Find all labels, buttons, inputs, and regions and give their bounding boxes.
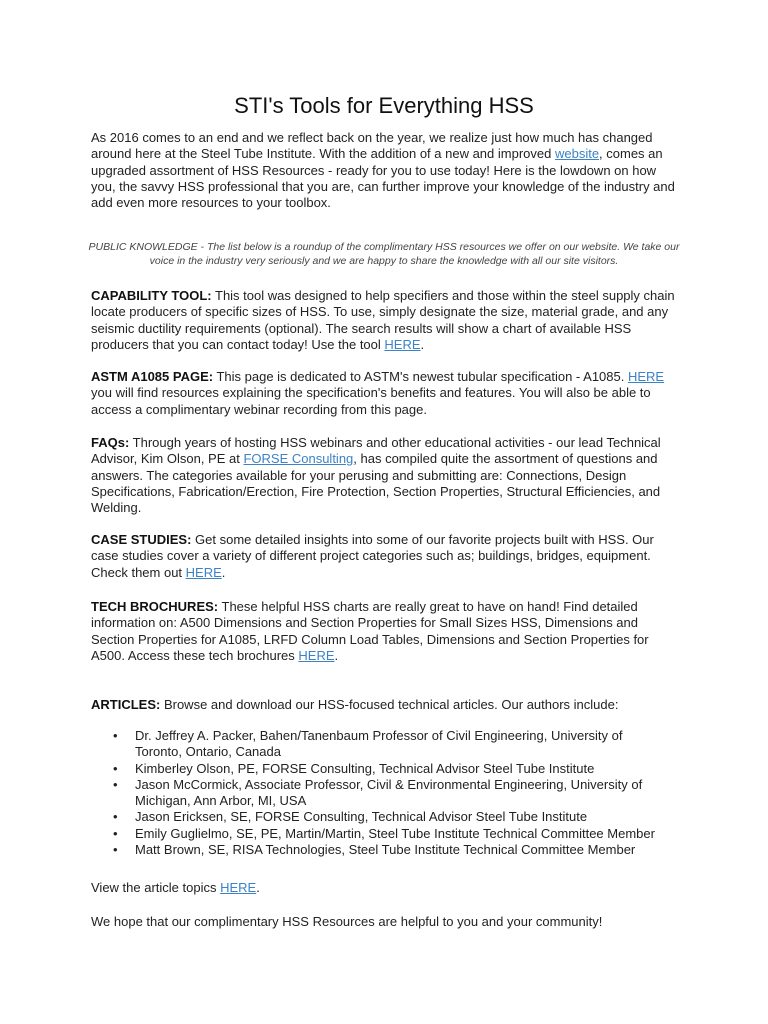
author-text: Emily Guglielmo, SE, PE, Martin/Martin, Steel Tube Institute Technical Committee Member [135, 825, 655, 841]
article-topics-link[interactable]: HERE [220, 880, 257, 895]
bullet-icon: • [113, 760, 118, 776]
list-item [110, 826, 670, 842]
faqs-paragraph [91, 435, 681, 516]
list-item [110, 809, 670, 825]
intro-text-after: , comes an upgraded assortment of HSS Resources - ready for you to use today! Here is the lowdown on how you, the savvy HSS professional that you are, can further improve your knowledge of the industry and add even more resources to your toolbox. [91, 146, 675, 211]
article-topics-end: . [256, 880, 260, 895]
authors-list [110, 728, 670, 858]
astm-a1085-text: This page is dedicated to ASTM's newest tubular specification - A1085. [213, 369, 628, 384]
bullet-icon: • [113, 809, 118, 825]
articles-paragraph [91, 697, 681, 713]
tech-brochures-end: . [334, 647, 339, 663]
article-topics-text: View the article topics [91, 880, 221, 895]
bullet-icon: • [113, 842, 118, 858]
list-item [110, 842, 670, 858]
tech-brochures-link[interactable]: HERE [298, 647, 335, 663]
author-text: Jason McCormick, Associate Professor, Civil & Environmental Engineering, University of Michigan, Ann Arbor, MI, USA [135, 776, 643, 809]
case-studies-end: . [221, 564, 226, 580]
astm-a1085-text-after: you will find resources explaining the specification's benefits and features. You will also be able to access a complimentary webinar recording from this page. [91, 385, 651, 417]
article-topics-paragraph [91, 880, 681, 896]
astm-a1085-link[interactable]: HERE [627, 369, 665, 384]
faqs-text-after: , has compiled quite the assortment of questions and answers. The categories available for your perusing and submitting are: Connections, Design Specifications, Fabrication/Erection, Fire Protection, Section Properties, Structural Efficiencies, and Welding. [91, 451, 661, 516]
articles-heading: ARTICLES: [91, 697, 161, 712]
forse-consulting-link[interactable]: FORSE Consulting [243, 451, 354, 467]
capability-tool-paragraph [91, 288, 681, 353]
list-item [110, 777, 670, 810]
intro-paragraph [91, 130, 681, 211]
website-link[interactable]: website [554, 146, 600, 162]
faqs-heading: FAQs: [91, 435, 130, 450]
author-text: Jason Ericksen, SE, FORSE Consulting, Technical Advisor Steel Tube Institute [135, 809, 588, 825]
tech-brochures-text: These helpful HSS charts are really great to have on hand! Find detailed information on: A500 Dimensions and Section Properties for Small Sizes HSS, Dimensions and Section Properties for A1085, LRFD Column Load Tables, Dimensions and Section Properties for A500. Access these tech brochures [91, 599, 649, 663]
page-title: STI's Tools for Everything HSS [234, 93, 534, 118]
author-text: Kimberley Olson, PE, FORSE Consulting, Technical Advisor Steel Tube Institute [135, 760, 595, 776]
capability-tool-text: This tool was designed to help specifiers and those within the steel supply chain locate producers of specific sizes of HSS. To use, simply designate the size, material grade, and any seismic ductility requirements (optional). The search results will show a chart of available HSS producers that you can contact today! Use the tool [91, 288, 675, 352]
author-text: Dr. Jeffrey A. Packer, Bahen/Tanenbaum Professor of Civil Engineering, University of Toronto, Ontario, Canada [135, 728, 623, 760]
public-knowledge-callout: PUBLIC KNOWLEDGE - The list below is a roundup of the complimentary HSS resources we offer on our website. We take our voice in the industry very seriously and we are happy to share the knowledge with all our site visitors. [88, 241, 680, 267]
faqs-text: Through years of hosting HSS webinars and other educational activities - our lead Technical Advisor, Kim Olson, PE at [91, 435, 661, 467]
capability-tool-link[interactable]: HERE [384, 336, 421, 352]
case-studies-paragraph [91, 532, 681, 581]
capability-tool-heading: CAPABILITY TOOL: [91, 288, 212, 303]
case-studies-heading: CASE STUDIES: [91, 532, 192, 547]
bullet-icon: • [113, 776, 118, 792]
closing-paragraph: We hope that our complimentary HSS Resources are helpful to you and your community! [91, 914, 603, 929]
bullet-icon: • [113, 728, 118, 743]
articles-text: Browse and download our HSS-focused technical articles. Our authors include: [160, 697, 619, 712]
capability-tool-end: . [420, 336, 425, 352]
case-studies-link[interactable]: HERE [185, 564, 222, 580]
author-text: Matt Brown, SE, RISA Technologies, Steel Tube Institute Technical Committee Member [135, 842, 636, 858]
case-studies-text: Get some detailed insights into some of our favorite projects built with HSS. Our case studies cover a variety of different project categories such as; buildings, bridges, equipment. Check them out [91, 532, 654, 580]
list-item [110, 728, 670, 761]
bullet-icon: • [113, 825, 118, 841]
list-item [110, 761, 670, 777]
intro-text: As 2016 comes to an end and we reflect back on the year, we realize just how much has changed around here at the Steel Tube Institute. With the addition of a new and improved [91, 130, 653, 162]
astm-a1085-heading: ASTM A1085 PAGE: [91, 369, 214, 384]
tech-brochures-heading: TECH BROCHURES: [91, 599, 219, 614]
astm-a1085-paragraph [91, 369, 681, 418]
tech-brochures-paragraph [91, 599, 681, 664]
